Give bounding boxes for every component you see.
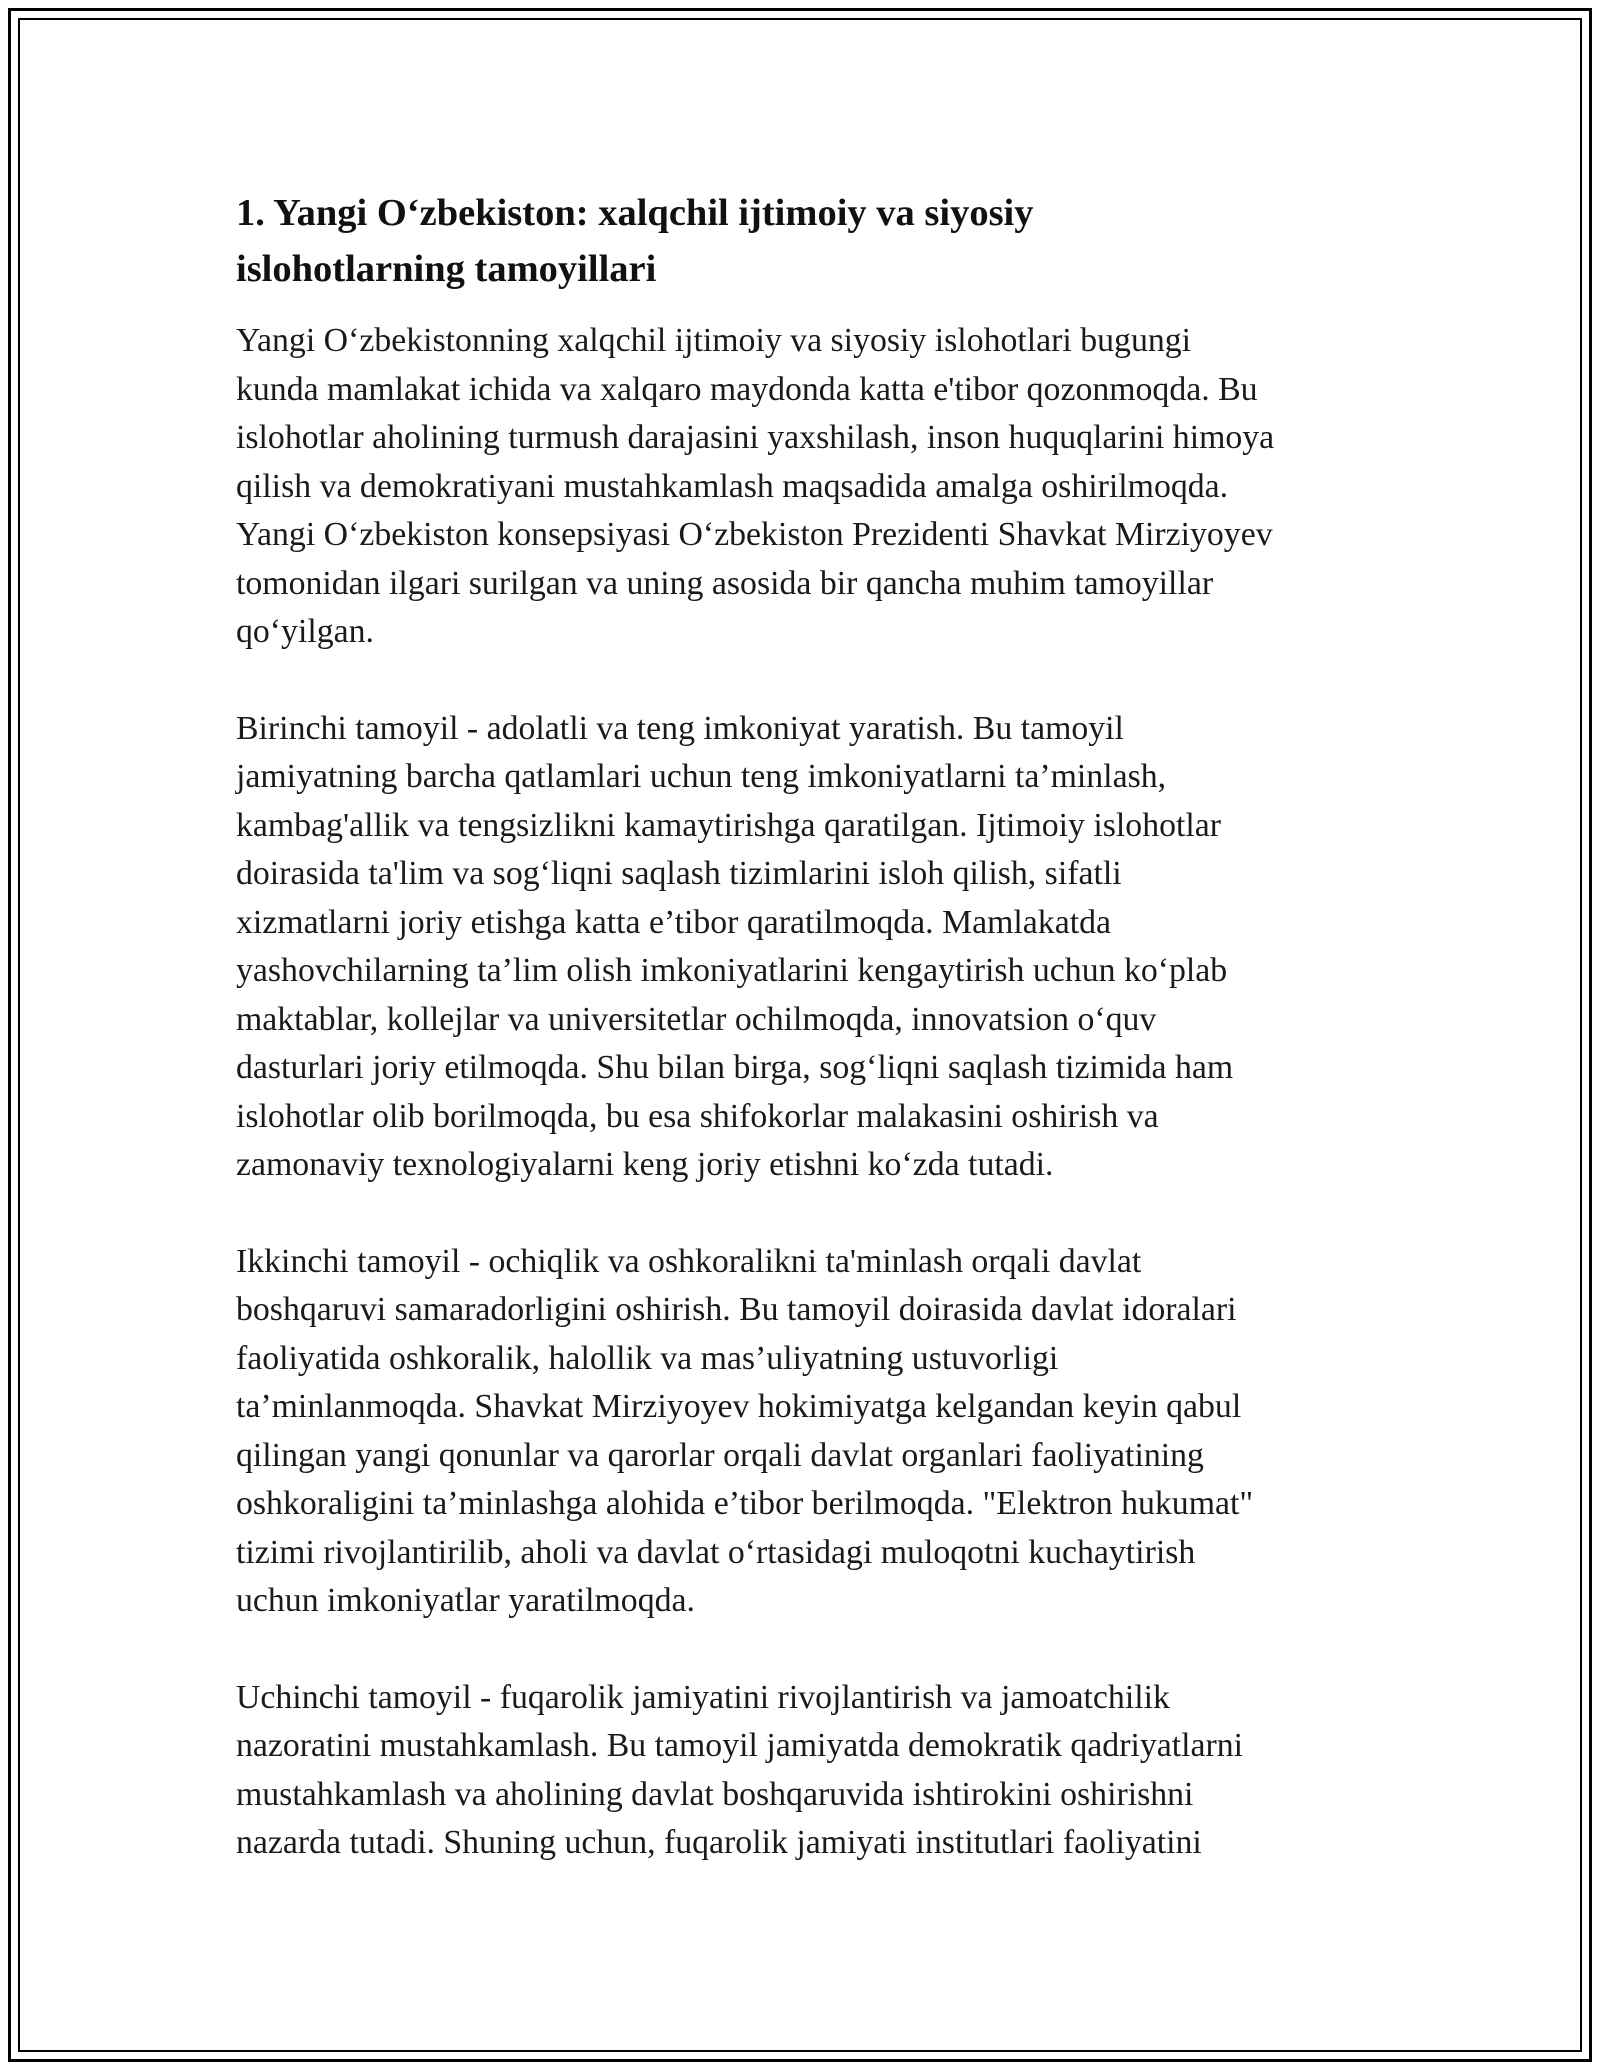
paragraph-second-principle: Ikkinchi tamoyil - ochiqlik va oshkoralikni ta'minlash orqali davlat boshqaruvi samaradorligini oshirish. Bu tamoyil doirasida davlat idoralari faoliyatida oshkoralik, halollik va mas’uliyatning ustuvorligi ta’minlanmoqda. Shavkat Mirziyoyev hokimiyatga kelgandan keyin qabul qilingan yangi qonunlar va qarorlar orqali davlat organlari faoliyatining oshkoraligini ta’minlashga alohida e’tibor berilmoqda. "Elektron hukumat" tizimi rivojlantirilib, aholi va davlat o‘rtasidagi muloqotni kuchaytirish uchun imkoniyatlar yaratilmoqda.	[236, 1242, 1254, 1619]
paragraph-intro: Yangi O‘zbekistonning xalqchil ijtimoiy va siyosiy islohotlari bugungi kunda mamlakat ichida va xalqaro maydonda katta e'tibor qozonmoqda. Bu islohotlar aholining turmush darajasini yaxshilash, inson huquqlarini himoya qilish va demokratiyani mustahkamlash maqsadida amalga oshirilmoqda. Yangi O‘zbekiston konsepsiyasi O‘zbekiston Prezidenti Shavkat Mirziyoyev tomonidan ilgari surilgan va uning asosida bir qancha muhim tamoyillar qo‘yilgan.	[236, 322, 1275, 650]
document-body	[236, 185, 1406, 1916]
paragraph-third-principle: Uchinchi tamoyil - fuqarolik jamiyatini rivojlantirish va jamoatchilik nazoratini mustahkamlash. Bu tamoyil jamiyatda demokratik qadriyatlarni mustahkamlash va aholining davlat boshqaruvida ishtirokini oshirishni nazarda tutadi. Shuning uchun, fuqarolik jamiyati institutlari faoliyatini	[236, 1678, 1244, 1861]
paragraph-first-principle: Birinchi tamoyil - adolatli va teng imkoniyat yaratish. Bu tamoyil jamiyatning barcha qatlamlari uchun teng imkoniyatlarni ta’minlash, kambag'allik va tengsizlikni kamaytirishga qaratilgan. Ijtimoiy islohotlar doirasida ta'lim va sog‘liqni saqlash tizimlarini isloh qilish, sifatli xizmatlarni joriy etishga katta e’tibor qaratilmoqda. Mamlakatda yashovchilarning ta’lim olish imkoniyatlarini kengaytirish uchun ko‘plab maktablar, kollejlar va universitetlar ochilmoqda, innovatsion o‘quv dasturlari joriy etilmoqda. Shu bilan birga, sog‘liqni saqlash tizimida ham islohotlar olib borilmoqda, bu esa shifokorlar malakasini oshirish va zamonaviy texnologiyalarni keng joriy etishni ko‘zda tutadi.	[236, 709, 1234, 1183]
section-heading: 1. Yangi O‘zbekiston: xalqchil ijtimoiy va siyosiy islohotlarning tamoyillari	[236, 192, 1034, 290]
